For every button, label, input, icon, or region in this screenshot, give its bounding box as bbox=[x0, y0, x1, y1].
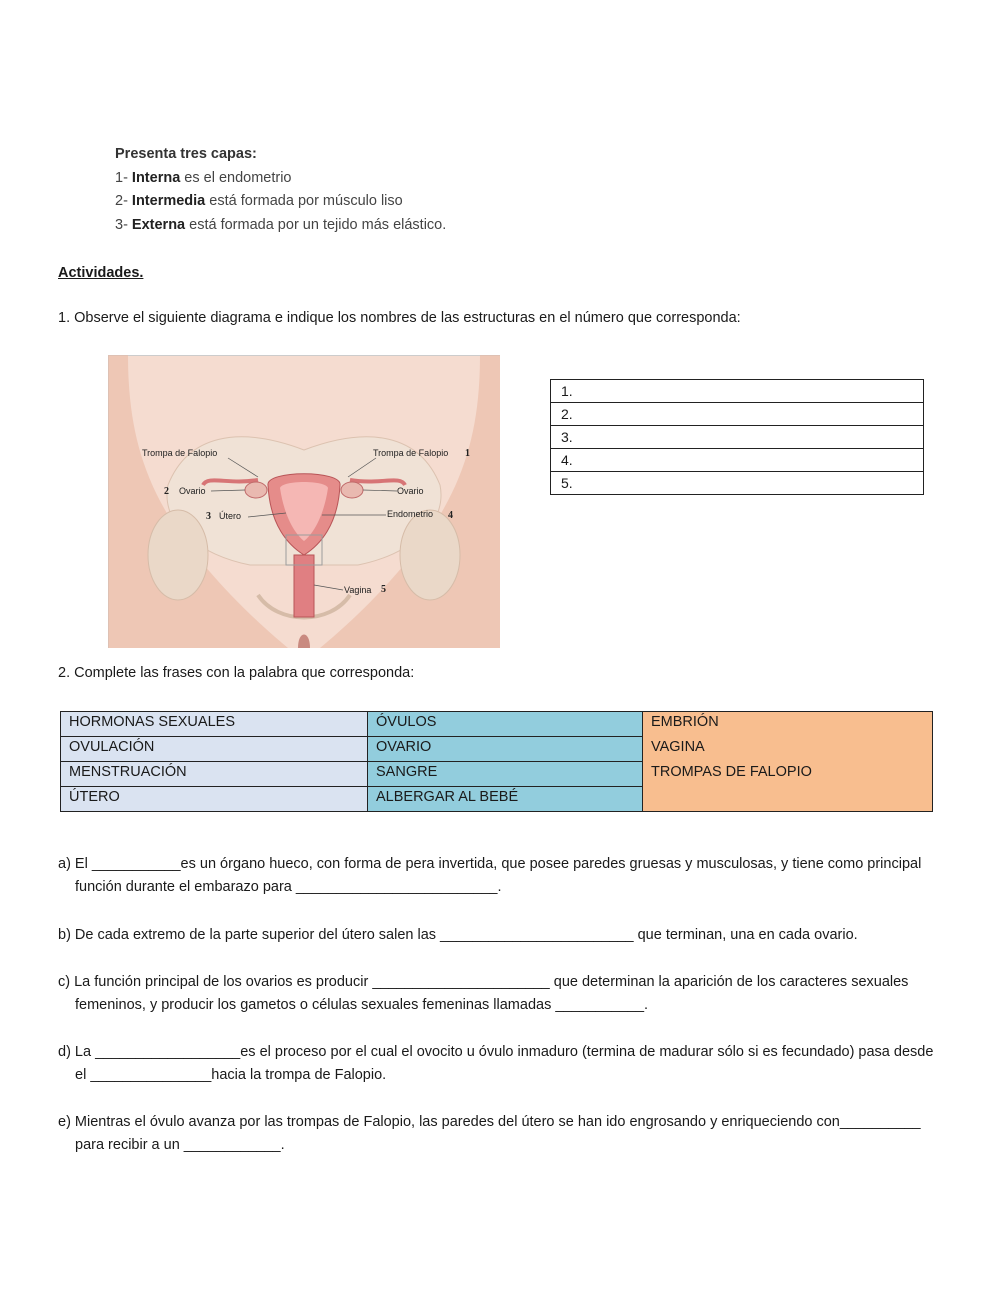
answer-cell[interactable]: 2. bbox=[551, 403, 924, 426]
label-trompa-right: Trompa de Falopio bbox=[373, 448, 449, 458]
word-row bbox=[61, 737, 933, 762]
layer-item-1: 1- Interna es el endometrio bbox=[115, 169, 292, 186]
question-1: 1. Observe el siguiente diagrama e indique los nombres de las estructuras en el número que corresponda: bbox=[58, 310, 741, 326]
answer-cell[interactable]: 5. bbox=[551, 472, 924, 495]
reproductive-system-diagram bbox=[108, 355, 500, 648]
number-1: 1 bbox=[465, 448, 470, 459]
answer-cell[interactable]: 4. bbox=[551, 449, 924, 472]
layers-heading: Presenta tres capas: bbox=[115, 146, 257, 162]
word-cell: OVARIO bbox=[368, 737, 643, 762]
word-row bbox=[61, 712, 933, 737]
word-cell: ÚTERO bbox=[61, 787, 368, 812]
label-ovario-left: Ovario bbox=[179, 486, 206, 496]
question-2: 2. Complete las frases con la palabra que corresponda: bbox=[58, 665, 415, 681]
word-row bbox=[61, 787, 933, 812]
number-2: 2 bbox=[164, 486, 169, 497]
word-cell: OVULACIÓN bbox=[61, 737, 368, 762]
word-cell: ALBERGAR AL BEBÉ bbox=[368, 787, 643, 812]
sentence-d: d) La __________________es el proceso por el cual el ovocito u óvulo inmaduro (termina de madurar sólo si es fecundado) pasa desde el _______________hacia la trompa de Falopio. bbox=[58, 1044, 934, 1083]
label-ovario-right: Ovario bbox=[397, 486, 424, 496]
label-endometrio: Endometrio bbox=[387, 509, 434, 519]
word-cell bbox=[643, 787, 933, 812]
answers-table bbox=[550, 379, 924, 495]
sentence-e: e) Mientras el óvulo avanza por las trompas de Falopio, las paredes del útero se han ido engrosando y enriqueciendo con__________ para recibir a un ____________. bbox=[58, 1114, 921, 1153]
word-cell: EMBRIÓN bbox=[643, 712, 933, 737]
answer-row bbox=[551, 380, 924, 403]
layer-item-2: 2- Intermedia está formada por músculo liso bbox=[115, 193, 403, 209]
word-cell: VAGINA bbox=[643, 737, 933, 762]
word-row bbox=[61, 762, 933, 787]
sentence-c: c) La función principal de los ovarios es producir ______________________ que determinan la aparición de los caracteres sexuales femeninos, y producir los gametos o células sexuales femeninas llamadas ___________. bbox=[58, 974, 909, 1013]
answer-row bbox=[551, 472, 924, 495]
answer-cell[interactable]: 1. bbox=[551, 380, 924, 403]
answer-row bbox=[551, 403, 924, 426]
label-utero: Útero bbox=[219, 511, 242, 521]
number-4: 4 bbox=[448, 510, 453, 521]
layer-item-3: 3- Externa está formada por un tejido más elástico. bbox=[115, 216, 447, 233]
label-vagina: Vagina bbox=[344, 585, 372, 595]
answer-row bbox=[551, 449, 924, 472]
word-cell: TROMPAS DE FALOPIO bbox=[643, 762, 933, 787]
label-trompa-left: Trompa de Falopio bbox=[142, 448, 218, 458]
answer-row bbox=[551, 426, 924, 449]
answer-cell[interactable]: 3. bbox=[551, 426, 924, 449]
uterus-layers-list bbox=[115, 143, 446, 237]
sentence-a: a) El ___________es un órgano hueco, con forma de pera invertida, que posee paredes gruesas y musculosas, y tiene como principal función durante el embarazo para _________________________. bbox=[58, 856, 922, 895]
sentence-b: b) De cada extremo de la parte superior del útero salen las ________________________ que terminan, una en cada ovario. bbox=[58, 927, 858, 943]
activities-title: Actividades. bbox=[58, 265, 144, 281]
number-3: 3 bbox=[206, 511, 211, 522]
word-cell: SANGRE bbox=[368, 762, 643, 787]
word-cell: HORMONAS SEXUALES bbox=[61, 712, 368, 737]
word-bank-table bbox=[60, 711, 933, 812]
word-cell: MENSTRUACIÓN bbox=[61, 762, 368, 787]
word-cell: ÓVULOS bbox=[368, 712, 643, 737]
number-5: 5 bbox=[381, 584, 386, 595]
